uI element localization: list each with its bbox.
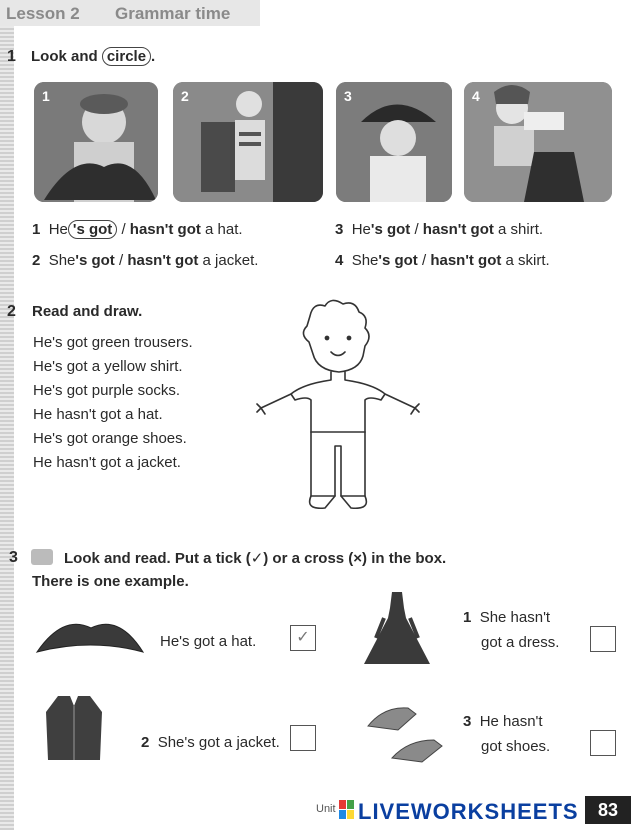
dress-icon (362, 588, 432, 670)
instruction-line-2: He's got a yellow shirt. (33, 358, 183, 375)
example-tick-box: ✓ (290, 625, 316, 651)
question-2-text: 2 She's got a jacket. (141, 734, 280, 751)
question-1-text: 1 She hasn't got a dress. (463, 609, 560, 651)
question-3-text: 3 He hasn't got shoes. (463, 713, 551, 755)
picture-2: 2 (173, 82, 323, 202)
lesson-label: Lesson 2 (6, 4, 80, 23)
sentence-1: 1 He 's got / hasn't got a hat. (32, 221, 243, 238)
sentence-2: 2 She's got / hasn't got a jacket. (32, 252, 259, 269)
sentence-3: 3 He's got / hasn't got a shirt. (335, 221, 544, 238)
instruction-line-3: He's got purple socks. (33, 382, 181, 399)
hat-icon (35, 608, 145, 660)
instruction-line-6: He hasn't got a jacket. (33, 454, 181, 471)
footer-unit: Unit (316, 803, 336, 815)
answer-box-1[interactable] (590, 626, 616, 652)
circled-word: circle (102, 47, 151, 66)
answer-box-2[interactable] (290, 725, 316, 751)
instruction-line-1: He's got green trousers. (33, 334, 193, 351)
sentence-4: 4 She's got / hasn't got a skirt. (335, 252, 550, 269)
scan-edge (0, 0, 14, 830)
example-text: He's got a hat. (160, 633, 257, 650)
shoes-icon (364, 696, 446, 766)
boy-pirate-hat-illustration (336, 82, 452, 202)
exam-practice-icon (31, 549, 53, 565)
section1-number: 1 (7, 48, 16, 65)
section3-number: 3 (9, 549, 18, 566)
page-number: 83 (585, 796, 631, 824)
section2-number: 2 (7, 303, 16, 320)
jacket-icon (44, 692, 104, 764)
picture-4: 4 (464, 82, 612, 202)
instruction-line-4: He hasn't got a hat. (33, 406, 163, 423)
drawable-boy-outline[interactable] (255, 296, 425, 516)
boy-with-hat-illustration (34, 82, 158, 202)
section3-title-line1: Look and read. Put a tick (✓) or a cross (×) in the box. (64, 550, 447, 567)
instruction-line-5: He's got orange shoes. (33, 430, 187, 447)
answer-box-3[interactable] (590, 730, 616, 756)
girl-with-jacket-illustration (173, 82, 323, 202)
section2-title: Read and draw. (32, 303, 143, 320)
lesson-title: Grammar time (115, 4, 231, 23)
section3-title-line2: There is one example. (32, 573, 189, 590)
girl-skirt-illustration (464, 82, 612, 202)
circled-answer-1: 's got (68, 220, 117, 239)
section1-title: Look and circle . (31, 48, 156, 65)
picture-3: 3 (336, 82, 452, 202)
liveworksheets-brand[interactable]: LIVEWORKSHEETS (358, 799, 579, 824)
picture-1: 1 (34, 82, 158, 202)
liveworksheets-logo-icon (339, 800, 355, 820)
